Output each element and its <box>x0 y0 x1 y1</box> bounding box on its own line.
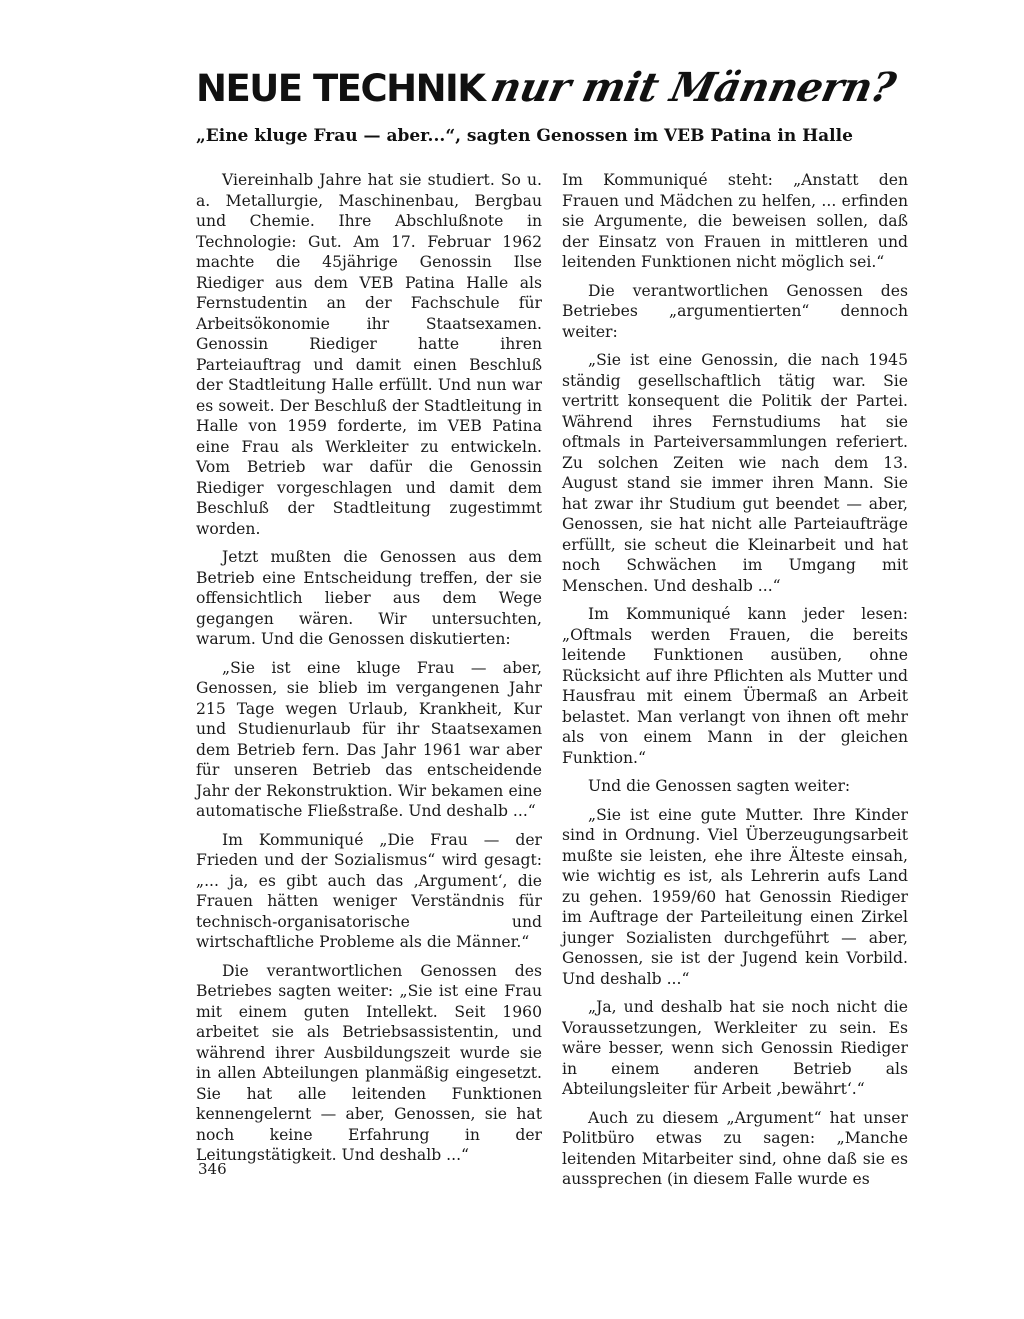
article-headline <box>196 64 916 114</box>
paragraph: Viereinhalb Jahre hat sie studiert. So u. a. Metallurgie, Maschinenbau, Bergbau und Chemie. Ihre Abschlußnote in Technologie: Gut. Am 17. Februar 1962 machte die 45jährige Genossin Ilse Riediger aus dem VEB Patina Halle als Fernstudentin an der Fachschule für Arbeitsökonomie ihr Staatsexamen. Genossin Riediger hatte ihren Parteiauftrag und damit einen Beschluß der Stadtleitung Halle erfüllt. Und nun war es soweit. Der Beschluß der Stadtleitung in Halle von 1959 forderte, im VEB Patina eine Frau als Werkleiter zu entwickeln. Vom Betrieb war dafür die Genossin Riediger vorgeschlagen und damit dem Beschluß der Stadtleitung zugestimmt worden. <box>196 171 542 538</box>
headline-caps: NEUE TECHNIK <box>196 67 485 110</box>
paragraph: Und die Genossen sagten weiter: <box>588 777 851 795</box>
paragraph: „Sie ist eine Genossin, die nach 1945 ständig gesellschaftlich tätig war. Sie vertritt konsequent die Politik der Partei. Während ihres Fernstudiums hat sie oftmals in Parteiversammlungen referiert. Zu solchen Zeiten wie nach dem 13. August stand sie immer ihren Mann. Sie hat zwar ihr Studium gut beendet — aber, Genossen, sie hat nicht alle Parteiaufträge erfüllt, sie scheut die Kleinarbeit und hat noch Schwächen im Umgang mit Menschen. Und deshalb ...“ <box>562 351 908 595</box>
paragraph: Die verantwortlichen Genossen des Betriebes „argumentierten“ dennoch weiter: <box>562 281 908 341</box>
paragraph: „Ja, und deshalb hat sie noch nicht die Voraussetzungen, Werkleiter zu sein. Es wäre besser, wenn sich Genossin Riediger in einem anderen Betrieb als Abteilungsleiter für Arbeit ‚bewährt‘.“ <box>562 998 908 1098</box>
headline-script: nur mit Männern? <box>487 64 900 111</box>
text-column-left <box>196 170 542 1174</box>
paragraph: „Sie ist eine gute Mutter. Ihre Kinder sind in Ordnung. Viel Überzeugungsarbeit mußte sie leisten, ehe ihre Älteste einsah, wie wichtig es ist, als Lehrerin aufs Land zu gehen. 1959/60 hat Genossin Riediger im Auftrage der Parteileitung einen Zirkel junger Sozialisten durchgeführt — aber, Genossen, sie ist der Jugend kein Vorbild. Und deshalb ...“ <box>562 805 908 988</box>
article-subtitle: „Eine kluge Frau — aber...“, sagten Genossen im VEB Patina in Halle <box>196 126 853 146</box>
paragraph: Im Kommuniqué kann jeder lesen: „Oftmals werden Frauen, die bereits leitende Funktionen ausüben, ohne Rücksicht auf ihre Pflichten als Mutter und Hausfrau mit einem Übermaß an Arbeit belastet. Man verlangt von ihnen oft mehr als von einem Mann in der gleichen Funktion.“ <box>562 605 908 767</box>
paragraph: Auch zu diesem „Argument“ hat unser Politbüro etwas zu sagen: „Manche leitenden Mitarbeiter sind, ohne daß sie es aussprechen (in diesem Falle wurde es <box>562 1108 908 1188</box>
paragraph: Im Kommuniqué steht: „Anstatt den Frauen und Mädchen zu helfen, ... erfinden sie Argumente, die beweisen sollen, daß der Einsatz von Frauen in mittleren und leitenden Funktionen nicht möglich sei.“ <box>562 171 908 271</box>
paragraph: Jetzt mußten die Genossen aus dem Betrieb eine Entscheidung treffen, der sie offensichtlich lieber aus dem Wege gegangen wären. Wir untersuchten, warum. Und die Genossen diskutierten: <box>196 548 542 648</box>
text-column-right <box>562 170 908 1198</box>
page-number: 346 <box>198 1160 227 1178</box>
paragraph: Im Kommuniqué „Die Frau — der Frieden und der Sozialismus“ wird gesagt: „... ja, es gibt auch das ‚Argument‘, die Frauen hätten weniger Verständnis für technisch-organisatorische und wirtschaftliche Probleme als die Männer.“ <box>196 830 542 951</box>
paragraph: „Sie ist eine kluge Frau — aber, Genossen, sie blieb im vergangenen Jahr 215 Tage wegen Urlaub, Krankheit, Kur und Studienurlaub für ihr Staatsexamen dem Betrieb fern. Das Jahr 1961 war aber für unseren Betrieb das entscheidende Jahr der Rekonstruktion. Wir bekamen eine automatische Fließstraße. Und deshalb ...“ <box>196 658 542 820</box>
paragraph: Die verantwortlichen Genossen des Betriebes sagten weiter: „Sie ist eine Frau mit einem guten Intellekt. Seit 1960 arbeitet sie als Betriebsassistentin, und während ihrer Ausbildungszeit wurde sie in allen Abteilungen planmäßig eingesetzt. Sie hat alle leitenden Funktionen kennengelernt — aber, Genossen, sie hat noch keine Erfahrung in der Leitungstätigkeit. Und deshalb ...“ <box>196 961 542 1164</box>
